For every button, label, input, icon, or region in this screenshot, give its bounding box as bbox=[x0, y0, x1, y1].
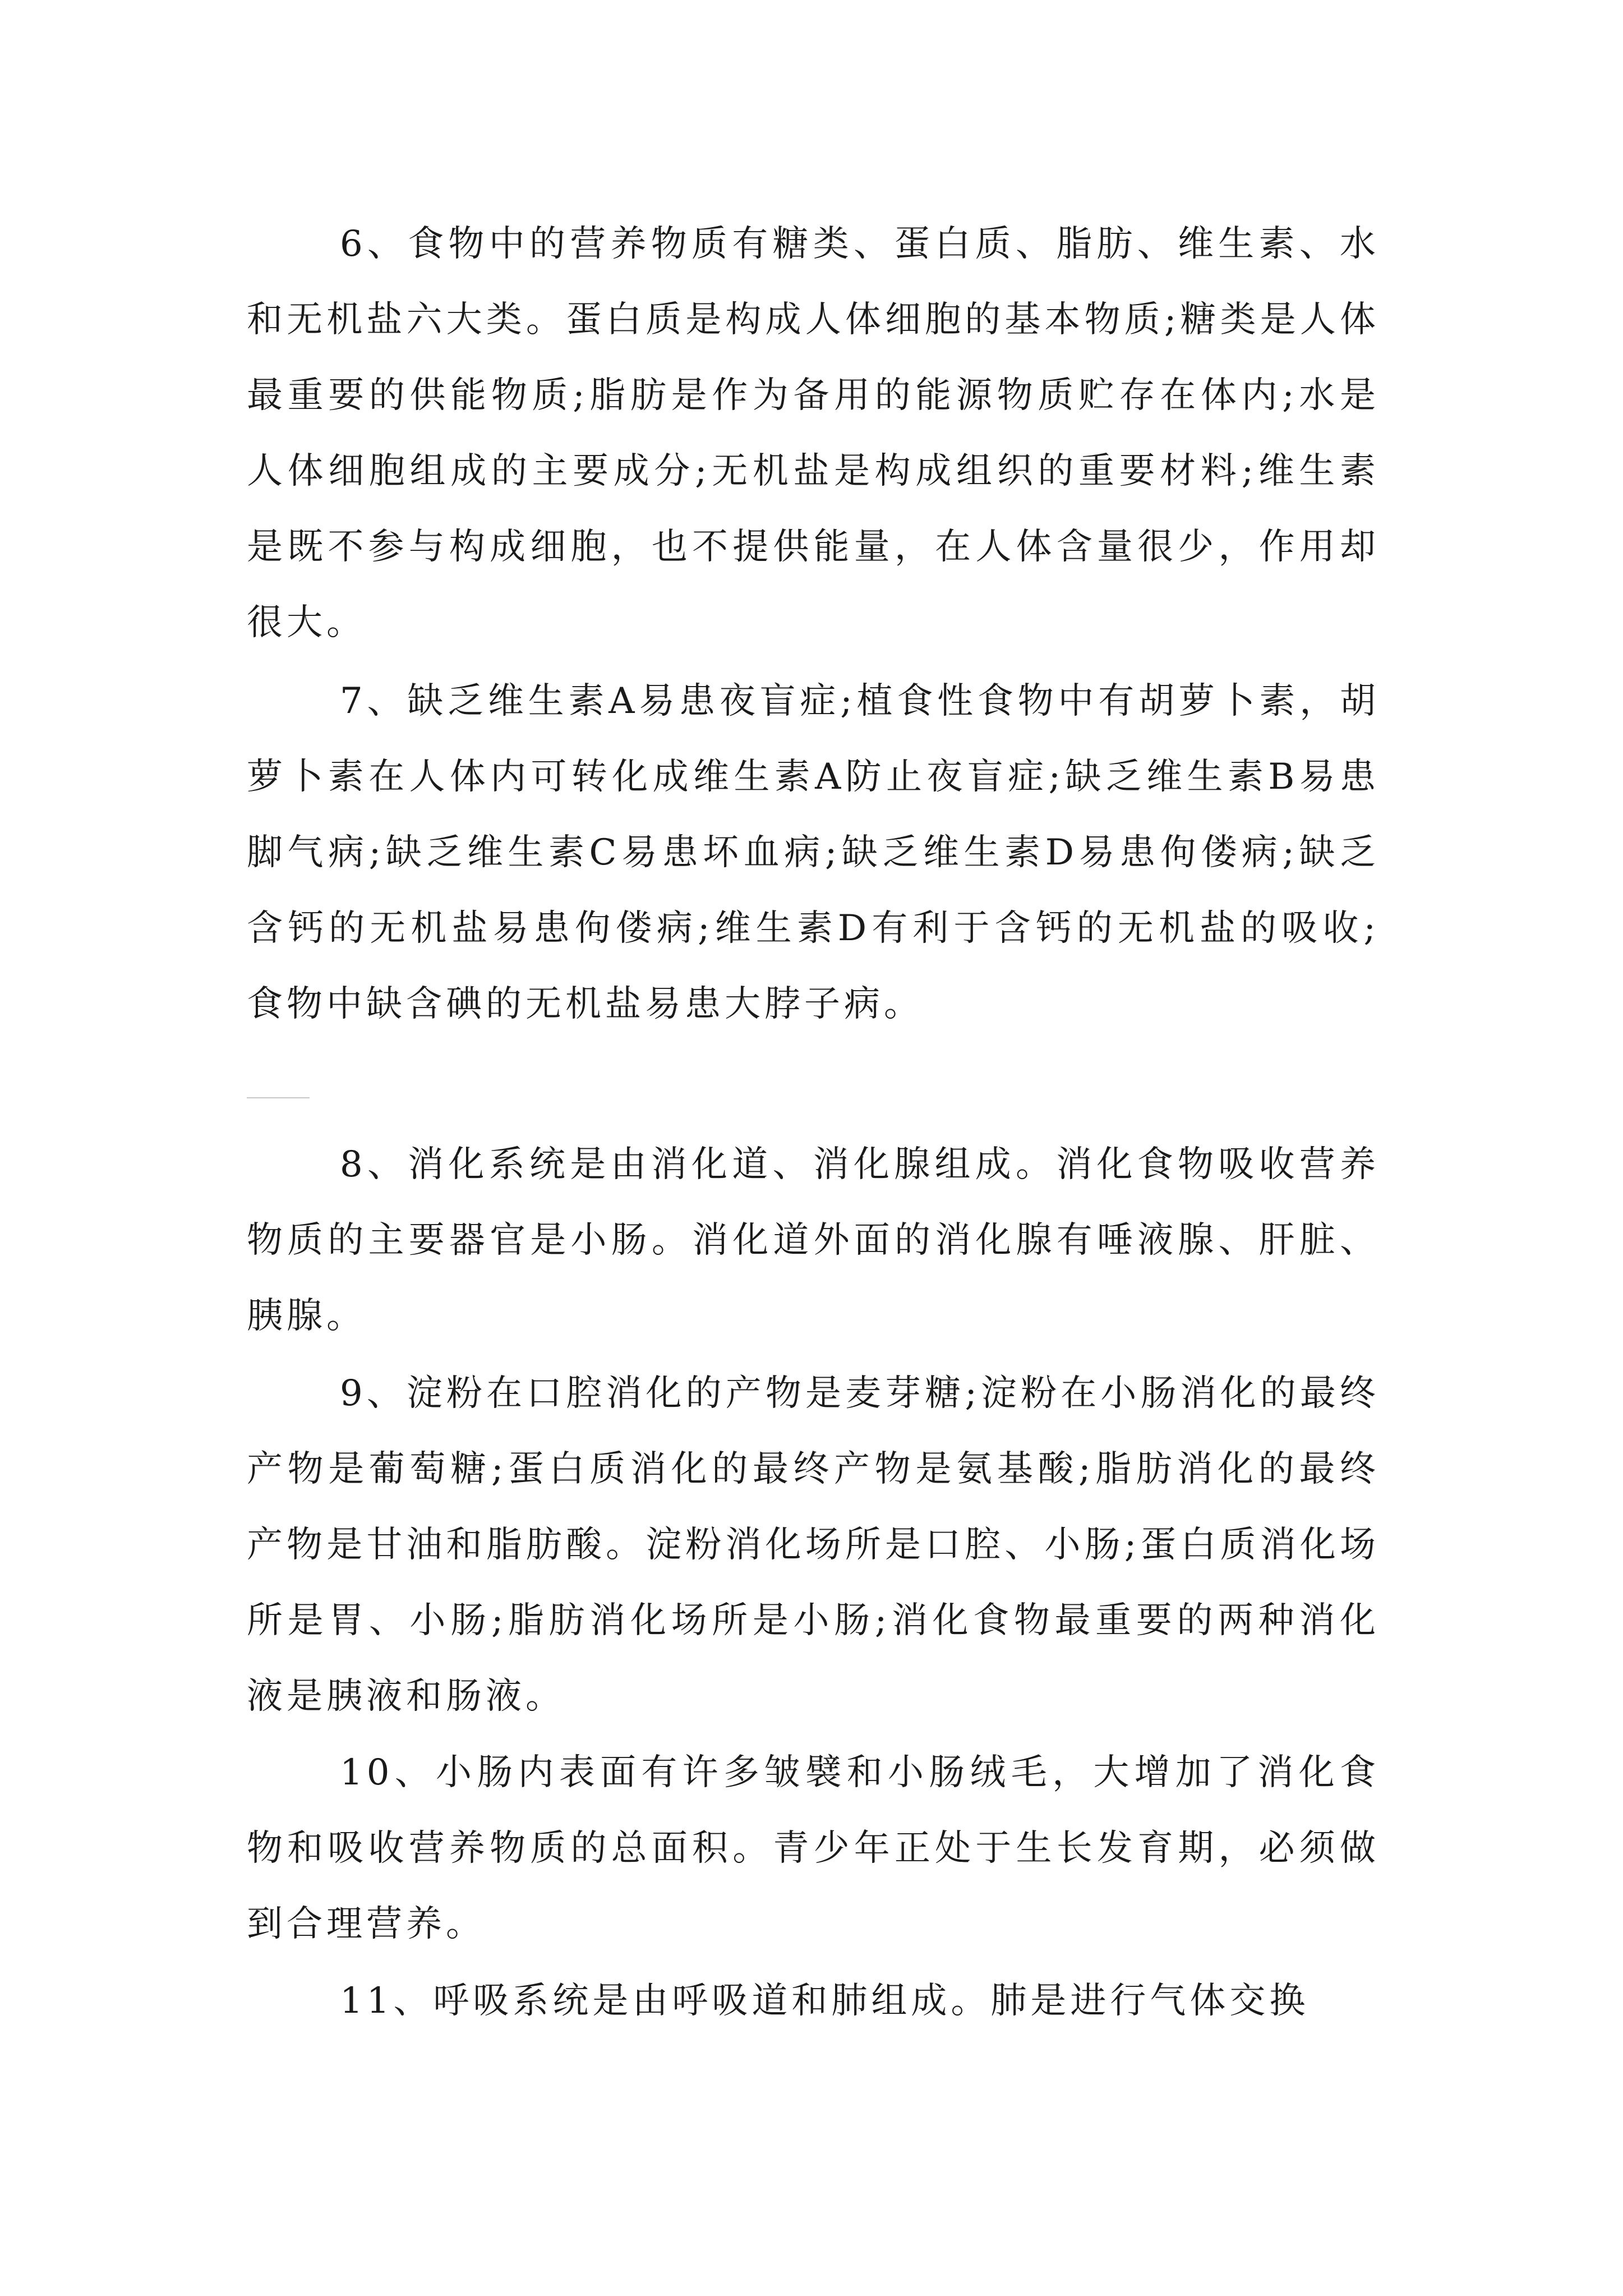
section-divider bbox=[247, 1097, 310, 1098]
paragraph-9: 9、淀粉在口腔消化的产物是麦芽糖;淀粉在小肠消化的最终产物是葡萄糖;蛋白质消化的最终产物是氨基酸;脂肪消化的最终产物是甘油和脂肪酸。淀粉消化场所是口腔、小肠;蛋白质消化场所是胃、小肠;脂肪消化场所是小肠;消化食物最重要的两种消化液是胰液和肠液。 bbox=[247, 1373, 1380, 1717]
paragraph-6: 6、食物中的营养物质有糖类、蛋白质、脂肪、维生素、水和无机盐六大类。蛋白质是构成人体细胞的基本物质;糖类是人体最重要的供能物质;脂肪是作为备用的能源物质贮存在体内;水是人体细胞组成的主要成分;无机盐是构成组织的重要材料;维生素是既不参与构成细胞，也不提供能量，在人体含量很少，作用却很大。 bbox=[247, 223, 1380, 643]
paragraph-10: 10、小肠内表面有许多皱襞和小肠绒毛，大增加了消化食物和吸收营养物质的总面积。青少年正处于生长发育期，必须做到合理营养。 bbox=[247, 1752, 1380, 1945]
paragraph-8: 8、消化系统是由消化道、消化腺组成。消化食物吸收营养物质的主要器官是小肠。消化道外面的消化腺有唾液腺、肝脏、胰腺。 bbox=[247, 1144, 1380, 1337]
paragraph-7: 7、缺乏维生素A易患夜盲症;植食性食物中有胡萝卜素，胡萝卜素在人体内可转化成维生素A防止夜盲症;缺乏维生素B易患脚气病;缺乏维生素C易患坏血病;缺乏维生素D易患佝偻病;缺乏含钙的无机盐易患佝偻病;维生素D有利于含钙的无机盐的吸收;食物中缺含碘的无机盐易患大脖子病。 bbox=[247, 680, 1380, 1025]
paragraph-11: 11、呼吸系统是由呼吸道和肺组成。肺是进行气体交换 bbox=[340, 1980, 1310, 2022]
